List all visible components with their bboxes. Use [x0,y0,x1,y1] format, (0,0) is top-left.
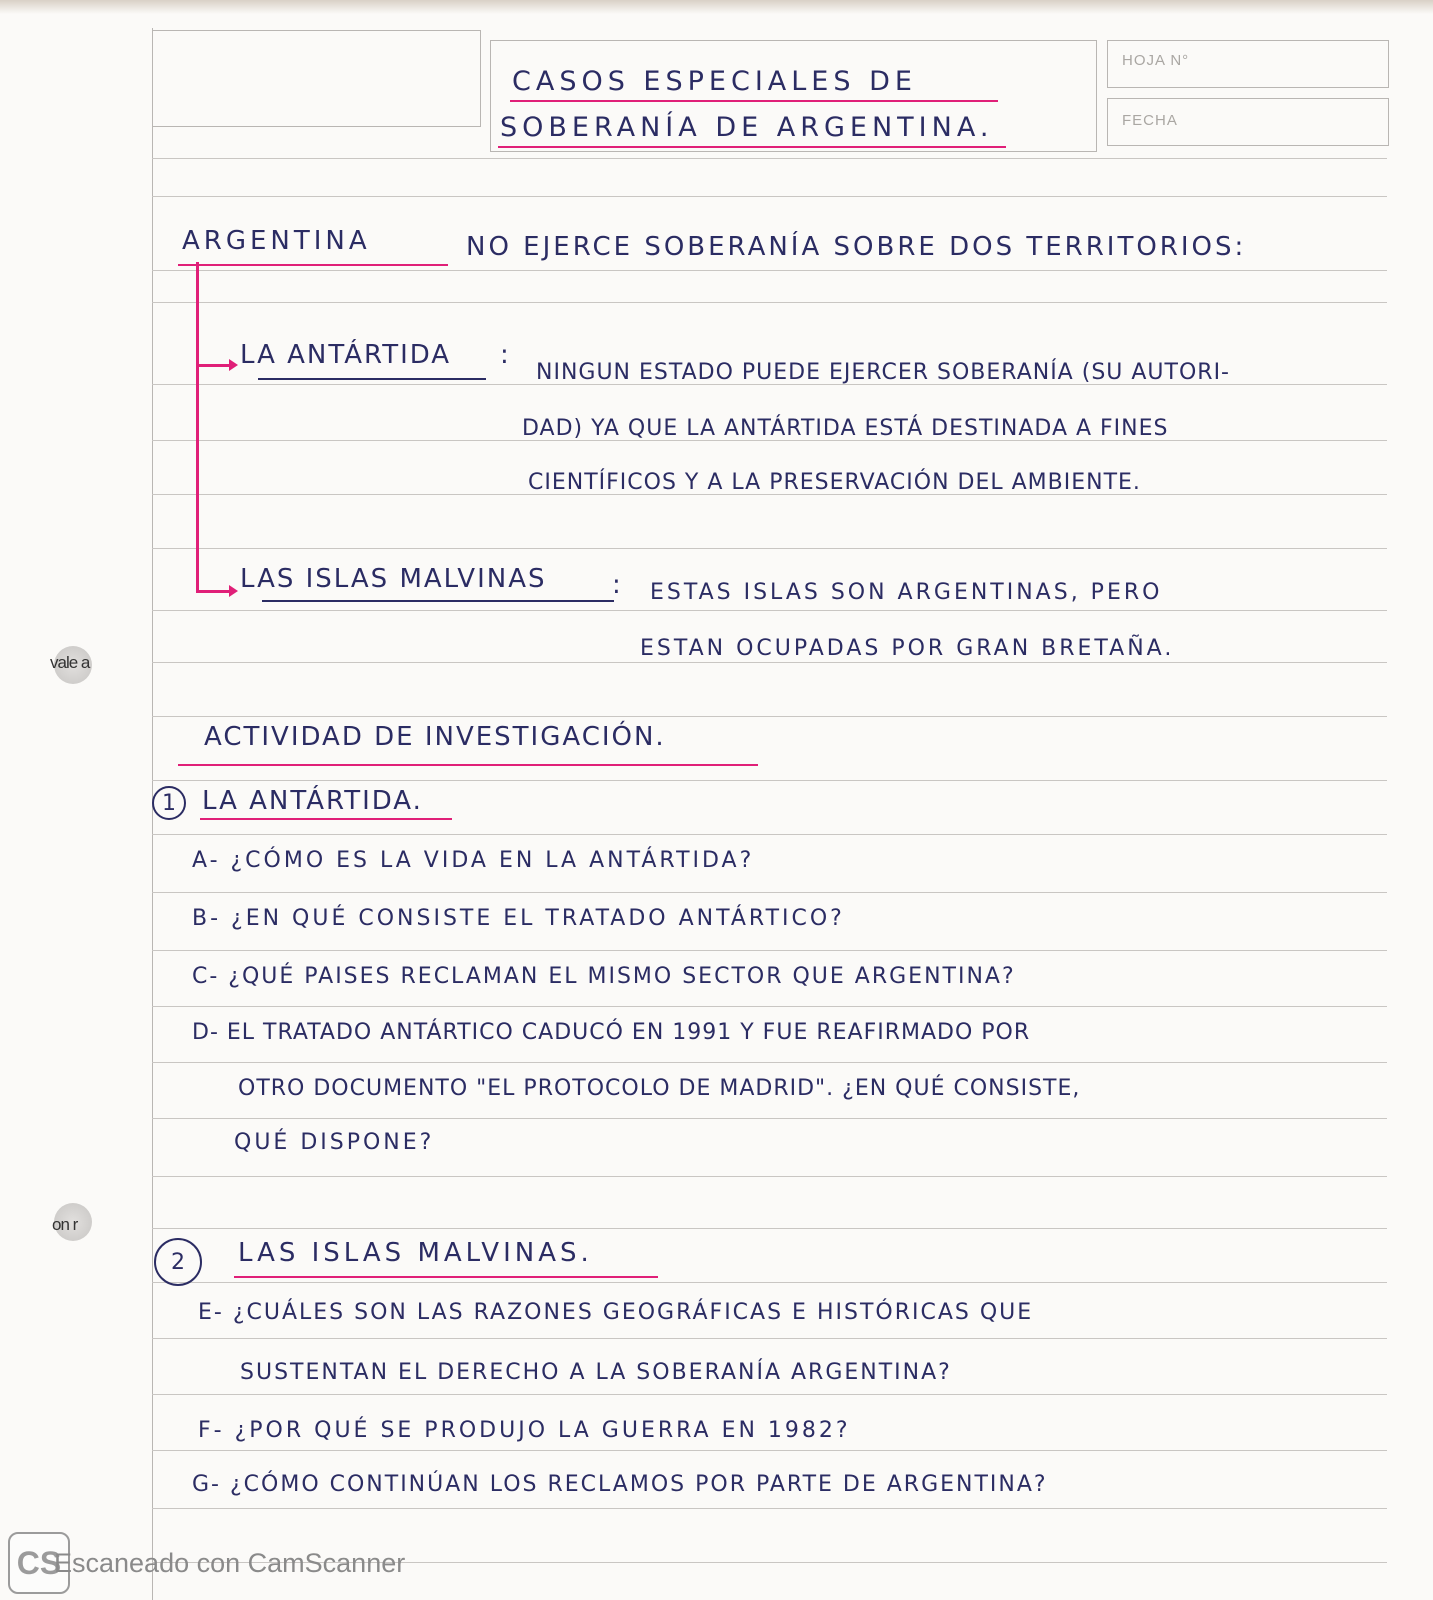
title-underline [510,100,998,102]
ruled-line [152,1006,1387,1007]
ruled-line [152,158,1387,159]
fecha-label: FECHA [1122,112,1178,129]
item-colon: : [612,570,625,600]
ruled-line [152,610,1387,611]
section-title-underline [234,1276,658,1278]
item-label-antartida: LA ANTÁRTIDA [240,340,452,370]
section-title-malvinas: LAS ISLAS MALVINAS. [238,1238,593,1268]
ruled-line [152,1450,1387,1451]
activity-heading: ACTIVIDAD DE INVESTIGACIÓN. [204,722,666,752]
title-underline [498,146,1006,148]
question-line: QUÉ DISPONE? [234,1130,435,1155]
section-title-antartida: LA ANTÁRTIDA. [202,786,423,816]
ruled-line [152,892,1387,893]
page-title-line1: CASOS ESPECIALES DE [512,66,917,97]
bleed-through-text: on r [52,1215,78,1234]
antartida-text-line: DAD) YA QUE LA ANTÁRTIDA ESTÁ DESTINADA A FINES [522,416,1169,441]
camscanner-logo-icon: CS [8,1532,70,1594]
question-line: B- ¿EN QUÉ CONSISTE EL TRATADO ANTÁRTICO? [192,906,845,931]
intro-heading-argentina: ARGENTINA [182,226,371,256]
page-title-line2: SOBERANÍA DE ARGENTINA. [500,112,994,143]
ruled-line [152,1062,1387,1063]
item-label-malvinas: LAS ISLAS MALVINAS [240,564,547,594]
ruled-line [152,302,1387,303]
question-line: E- ¿CUÁLES SON LAS RAZONES GEOGRÁFICAS E HISTÓRICAS QUE [198,1300,1034,1325]
header-left-box [152,30,481,127]
activity-heading-underline [178,764,758,766]
ruled-line [152,834,1387,835]
ruled-line [152,716,1387,717]
antartida-text-line: NINGUN ESTADO PUEDE EJERCER SOBERANÍA (SU AUTORI- [536,360,1230,385]
arrow-right-icon [196,590,232,593]
ruled-line [152,270,1387,271]
malvinas-text-line: ESTAN OCUPADAS POR GRAN BRETAÑA. [640,636,1175,661]
ruled-line [152,1508,1387,1509]
malvinas-text-line: ESTAS ISLAS SON ARGENTINAS, PERO [650,580,1163,605]
question-line: OTRO DOCUMENTO "EL PROTOCOLO DE MADRID". ¿EN QUÉ CONSISTE, [238,1076,1081,1101]
bracket-line [196,262,199,592]
question-line: A- ¿CÓMO ES LA VIDA EN LA ANTÁRTIDA? [192,848,755,873]
question-line: SUSTENTAN EL DERECHO A LA SOBERANÍA ARGENTINA? [240,1360,952,1385]
hoja-label: HOJA N° [1122,52,1190,69]
ruled-line [152,196,1387,197]
intro-heading-text: NO EJERCE SOBERANÍA SOBRE DOS TERRITORIOS: [466,232,1247,262]
ruled-line [152,950,1387,951]
question-line: G- ¿CÓMO CONTINÚAN LOS RECLAMOS POR PARTE DE ARGENTINA? [192,1472,1048,1497]
section-number-circle: 2 [154,1238,202,1286]
section-title-underline [200,818,452,820]
ruled-line [152,662,1387,663]
intro-heading-underline [178,264,448,266]
watermark-text: Escaneado con CamScanner [54,1547,406,1578]
ruled-line [152,1118,1387,1119]
camscanner-watermark [8,1532,405,1594]
bleed-through-text: vale a [50,653,90,672]
ruled-line [152,548,1387,549]
ruled-line [152,780,1387,781]
antartida-text-line: CIENTÍFICOS Y A LA PRESERVACIÓN DEL AMBIENTE. [528,470,1141,495]
ruled-line [152,1394,1387,1395]
ruled-line [152,1228,1387,1229]
ruled-line [152,1338,1387,1339]
item-colon: : [500,340,513,370]
question-line: C- ¿QUÉ PAISES RECLAMAN EL MISMO SECTOR QUE ARGENTINA? [192,964,1016,989]
question-line: D- EL TRATADO ANTÁRTICO CADUCÓ EN 1991 Y FUE REAFIRMADO POR [192,1020,1031,1045]
item-label-underline [262,600,614,602]
ruled-line [152,1282,1387,1283]
question-line: F- ¿POR QUÉ SE PRODUJO LA GUERRA EN 1982? [198,1418,851,1443]
item-label-underline [258,378,486,380]
ruled-line [152,1176,1387,1177]
arrow-right-icon [196,364,232,367]
page-top-edge [0,0,1433,14]
section-number-circle: 1 [152,786,186,820]
